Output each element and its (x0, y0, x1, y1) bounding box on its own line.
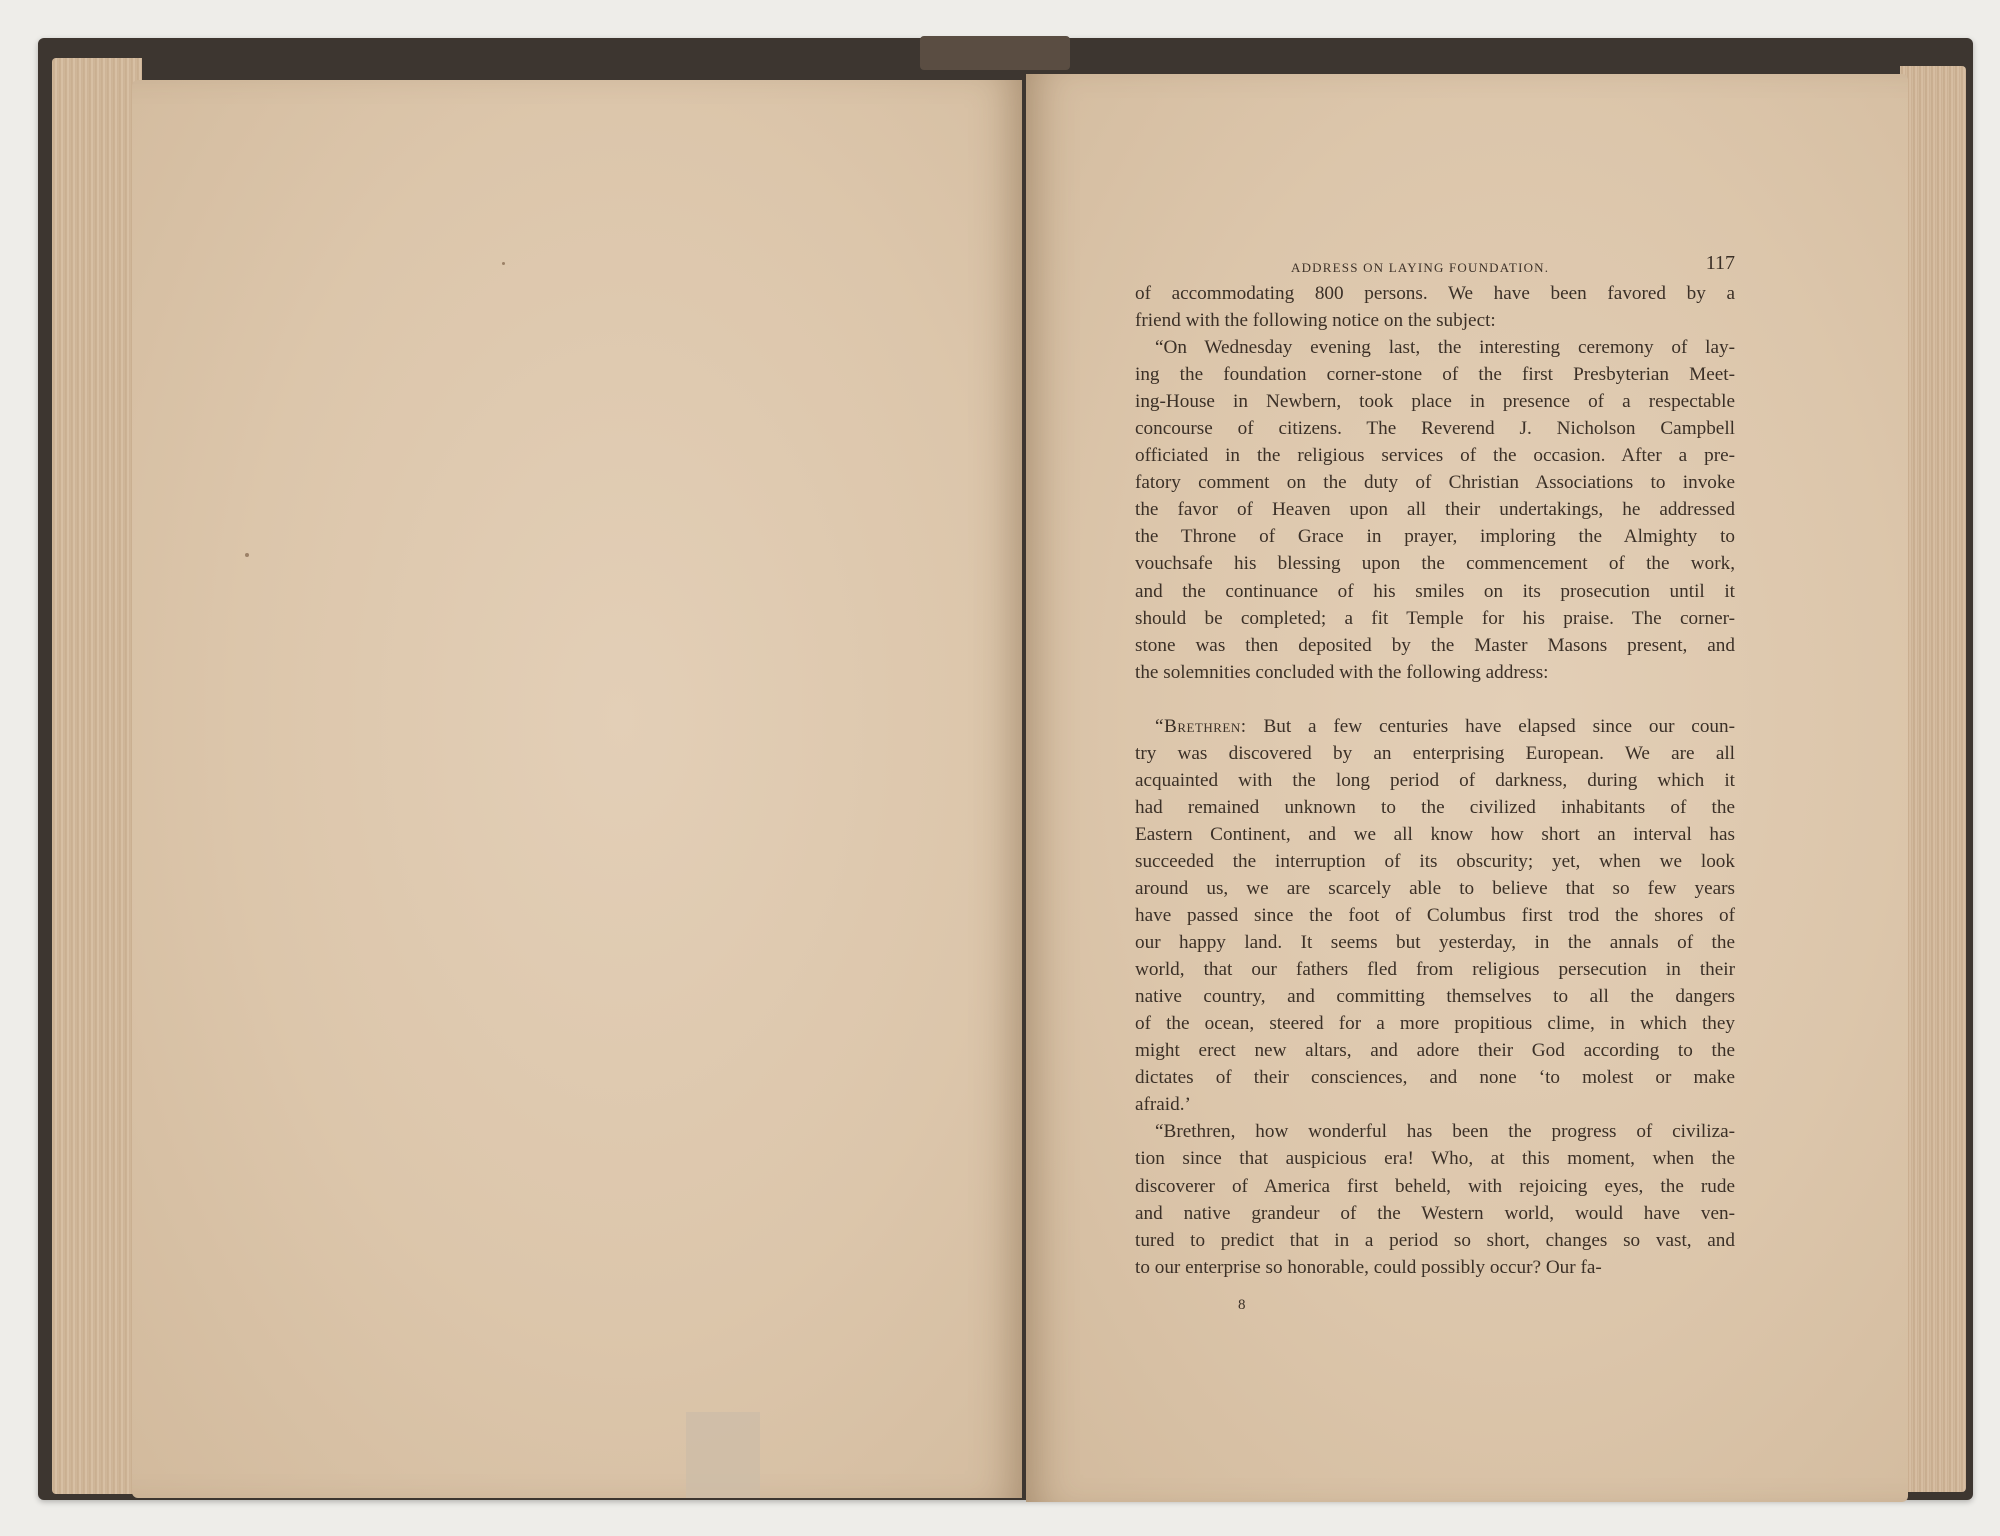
paragraph (1135, 713, 1735, 1119)
text-line: around us, we are scarcely able to believe that so few years (1135, 877, 1735, 899)
text-line: concourse of citizens. The Reverend J. Nicholson Campbell (1135, 418, 1735, 440)
text-line: stone was then deposited by the Master Masons present, and (1135, 634, 1735, 656)
text-line: our happy land. It seems but yesterday, in the annals of the (1135, 932, 1735, 954)
text-line: vouchsafe his blessing upon the commencement of the work, (1135, 553, 1735, 575)
text-line: might erect new altars, and adore their God according to the (1135, 1040, 1735, 1062)
text-line: dictates of their consciences, and none ‘to molest or make (1135, 1067, 1735, 1089)
text-line: tured to predict that in a period so short, changes so vast, and (1135, 1229, 1735, 1251)
text-line: had remained unknown to the civilized inhabitants of the (1135, 796, 1735, 818)
signature-mark: 8 (1238, 1297, 1246, 1313)
text-line: world, that our fathers fled from religious persecution in their (1135, 959, 1735, 981)
text-line: Eastern Continent, and we all know how short an interval has (1135, 823, 1735, 845)
text-line: tion since that auspicious era! Who, at this moment, when the (1135, 1148, 1735, 1170)
text-line: should be completed; a fit Temple for his praise. The corner- (1135, 607, 1735, 629)
running-title: ADDRESS ON LAYING FOUNDATION. (1291, 260, 1550, 275)
text-line: succeeded the interruption of its obscurity; yet, when we look (1135, 850, 1735, 872)
text-line: fatory comment on the duty of Christian Associations to invoke (1135, 472, 1735, 494)
text-line: and native grandeur of the Western world, would have ven- (1135, 1202, 1735, 1224)
text-line: of the ocean, steered for a more propitious clime, in which they (1135, 1013, 1735, 1035)
running-head (1135, 250, 1735, 280)
body-text (1135, 280, 1735, 1281)
text-line: the favor of Heaven upon all their undertakings, he addressed (1135, 499, 1735, 521)
text-line: native country, and committing themselves to all the dangers (1135, 986, 1735, 1008)
page-text (1135, 250, 1735, 1281)
right-page-edges (1900, 66, 1966, 1492)
paragraph (1135, 1118, 1735, 1280)
book-spine (920, 36, 1070, 70)
ink-speck (502, 262, 505, 265)
text-line: ing-House in Newbern, took place in presence of a respectable (1135, 391, 1735, 413)
page-number: 117 (1705, 252, 1735, 274)
text-line: acquainted with the long period of darkness, during which it (1135, 769, 1735, 791)
text-line: of accommodating 800 persons. We have been favored by a (1135, 283, 1735, 304)
text-line: “Brethren, how wonderful has been the progress of civiliza- (1155, 1121, 1735, 1143)
text-line: the Throne of Grace in prayer, imploring the Almighty to (1135, 526, 1735, 548)
text-line: have passed since the foot of Columbus first trod the shores of (1135, 905, 1735, 927)
paragraph (1135, 334, 1735, 686)
text-line: ing the foundation corner-stone of the first Presbyterian Meet- (1135, 364, 1735, 386)
salutation: “Brethren: (1155, 715, 1247, 737)
text-line (1135, 713, 1735, 740)
text-line: try was discovered by an enterprising European. We are all (1135, 742, 1735, 764)
paragraph-gap (1135, 686, 1735, 713)
text-line: afraid.’ (1135, 1094, 1191, 1116)
text-run: But a few centuries have elapsed since our coun- (1246, 715, 1735, 737)
ink-speck (245, 553, 249, 557)
text-line: officiated in the religious services of the occasion. After a pre- (1135, 445, 1735, 467)
text-line: friend with the following notice on the subject: (1135, 310, 1496, 332)
left-page-blank (132, 80, 1022, 1498)
text-line: the solemnities concluded with the following address: (1135, 661, 1549, 683)
left-page-edges (52, 58, 142, 1494)
paragraph (1135, 280, 1735, 334)
text-line: discoverer of America first beheld, with rejoicing eyes, the rude (1135, 1175, 1735, 1197)
text-line: to our enterprise so honorable, could possibly occur? Our fa- (1135, 1256, 1602, 1278)
text-line: “On Wednesday evening last, the interesting ceremony of lay- (1155, 337, 1735, 359)
tape-mark (686, 1412, 760, 1498)
text-line: and the continuance of his smiles on its prosecution until it (1135, 580, 1735, 602)
